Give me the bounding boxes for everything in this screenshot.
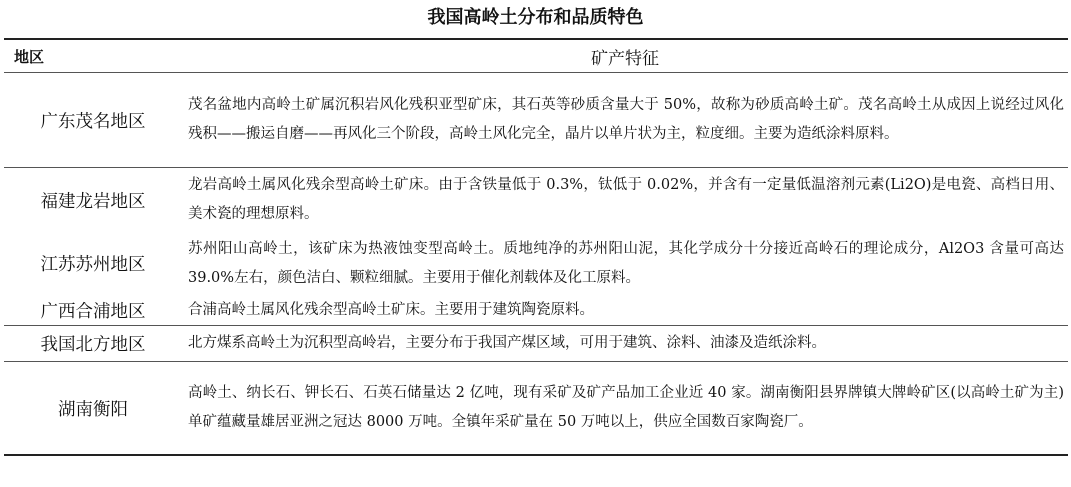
header-row [4, 39, 1068, 73]
region-cell: 广东茂名地区 [4, 73, 182, 168]
features-cell: 茂名盆地内高岭土矿属沉积岩风化残积亚型矿床，其石英等砂质含量大于 50%，故称为砂质高岭土矿。茂名高岭土从成因上说经过风化残积——搬运自磨——再风化三个阶段，高岭土风化完全，晶片以单片状为主，粒度细。主要为造纸涂料原料。 [182, 73, 1068, 168]
table-row [4, 362, 1068, 456]
kaolin-distribution-table [4, 38, 1068, 456]
column-header-features: 矿产特征 [591, 48, 659, 69]
region-cell: 江苏苏州地区 [40, 255, 146, 275]
features-cell: 合浦高岭土属风化残余型高岭土矿床。主要用于建筑陶瓷原料。 [188, 301, 594, 318]
region-cell: 我国北方地区 [4, 326, 182, 362]
features-cell: 龙岩高岭土属风化残余型高岭土矿床。由于含铁量低于 0.3%，钛低于 0.02%，并含有一定量低温溶剂元素(Li2O)是电瓷、高档日用、美术瓷的理想原料。 [182, 168, 1068, 233]
region-cell: 广西合浦地区 [40, 301, 146, 322]
table-row [4, 73, 1068, 168]
region-cell: 福建龙岩地区 [4, 168, 182, 233]
features-cell: 苏州阳山高岭土，该矿床为热液蚀变型高岭土。质地纯净的苏州阳山泥，其化学成分十分接近高岭石的理论成分，Al2O3 含量可高达 39.0%左右，颜色洁白、颗粒细腻。主要用于催化剂载体及化工原料。 [188, 240, 1064, 286]
table-row [4, 326, 1068, 362]
table-row [4, 168, 1068, 233]
features-cell: 高岭土、纳长石、钾长石、石英石储量达 2 亿吨，现有采矿及矿产品加工企业近 40 家。湖南衡阳县界牌镇大牌岭矿区(以高岭土矿为主)单矿蕴藏量雄居亚洲之冠达 8000 万吨。全镇年采矿量在 50 万吨以上，供应全国数百家陶瓷厂。 [182, 362, 1068, 456]
column-header-region: 地区 [14, 47, 45, 66]
table-title: 我国高岭土分布和品质特色 [427, 7, 644, 28]
table-row [4, 295, 1068, 326]
features-cell: 北方煤系高岭土为沉积型高岭岩，主要分布于我国产煤区域，可用于建筑、涂料、油漆及造纸涂料。 [182, 326, 1068, 362]
region-cell: 湖南衡阳 [4, 362, 182, 456]
table-row [4, 232, 1068, 295]
